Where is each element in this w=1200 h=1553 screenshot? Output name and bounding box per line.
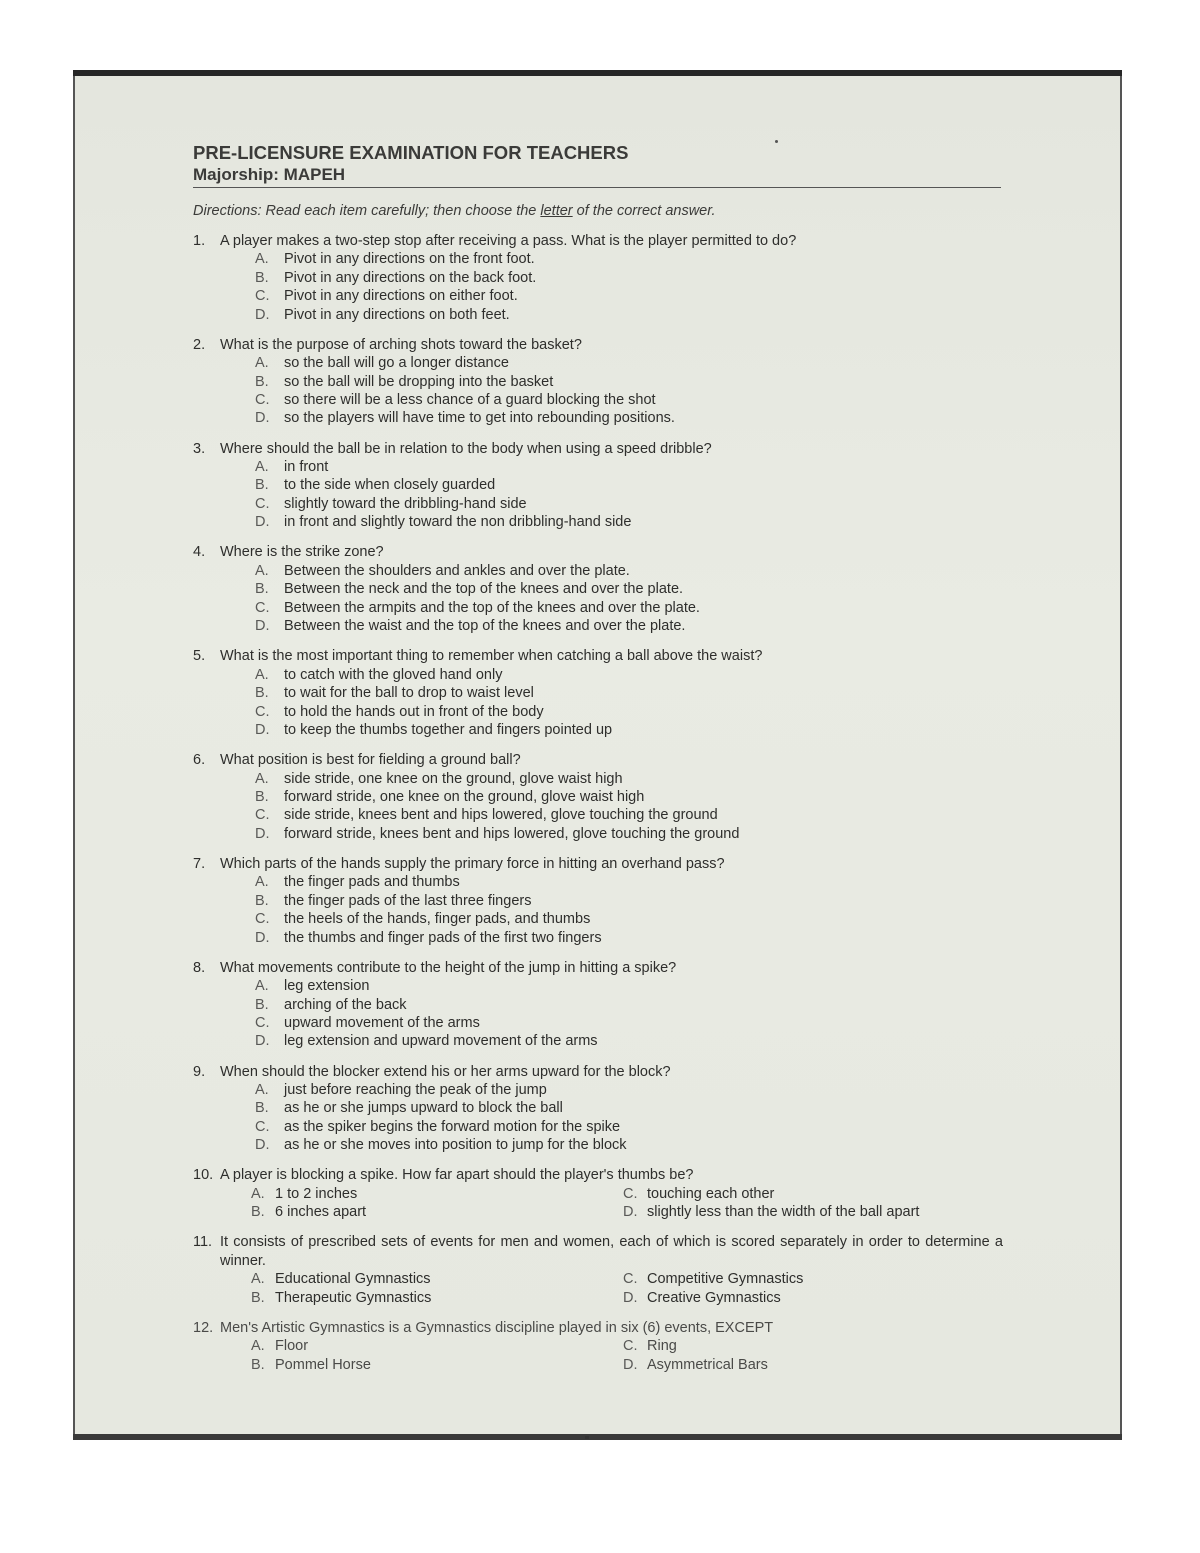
- choice-letter: B.: [255, 788, 269, 805]
- choice-d: [255, 1032, 1003, 1050]
- question-number: 1.: [193, 233, 206, 249]
- question-number: 4.: [193, 544, 206, 561]
- choice-b: [255, 476, 1003, 494]
- choice-letter: D.: [255, 618, 270, 635]
- choice-a: [255, 1081, 1003, 1099]
- scan-shadow-bottom: [73, 1434, 1122, 1440]
- choice-letter: B.: [251, 1204, 265, 1221]
- choice-letter: B.: [255, 269, 269, 286]
- choice-c: [255, 495, 1003, 513]
- choice-a: [255, 354, 1003, 372]
- choice-text: forward stride, one knee on the ground, glove waist high: [284, 788, 645, 805]
- choice-b: [255, 1099, 1003, 1117]
- question-11: [193, 1233, 1003, 1307]
- question-number: 12.: [193, 1319, 214, 1336]
- question-10: [193, 1166, 1003, 1221]
- choice-b: [251, 1289, 623, 1307]
- question-3: [193, 440, 1003, 532]
- choice-text: leg extension: [284, 978, 370, 995]
- choice-letter: C.: [623, 1185, 638, 1202]
- choice-c: [623, 1337, 995, 1355]
- choice-text: Between the waist and the top of the knees and over the plate.: [284, 618, 686, 635]
- question-number: 8.: [193, 959, 206, 976]
- choice-text: Asymmetrical Bars: [647, 1356, 768, 1373]
- choice-d: [623, 1203, 995, 1221]
- choice-letter: B.: [251, 1356, 265, 1373]
- choice-letter: B.: [255, 892, 269, 909]
- choice-text: Ring: [647, 1338, 677, 1355]
- choice-a: [255, 770, 1003, 788]
- question-number: 7.: [193, 855, 206, 872]
- choice-a: [255, 562, 1003, 580]
- question-text: What movements contribute to the height of the jump in hitting a spike?: [220, 959, 677, 976]
- choice-text: to the side when closely guarded: [284, 477, 496, 494]
- choice-text: to hold the hands out in front of the body: [284, 703, 544, 720]
- choice-letter: C.: [255, 911, 270, 928]
- choice-text: arching of the back: [284, 996, 407, 1013]
- choice-text: Between the armpits and the top of the knees and over the plate.: [284, 599, 700, 616]
- choice-letter: D.: [623, 1289, 638, 1306]
- choice-text: so the ball will go a longer distance: [284, 355, 509, 372]
- choice-d: [255, 409, 1003, 427]
- choice-text: just before reaching the peak of the jump: [284, 1082, 547, 1099]
- choice-letter: D.: [623, 1204, 638, 1221]
- choice-a: [255, 873, 1003, 891]
- choice-d: [255, 1136, 1003, 1154]
- choice-text: as the spiker begins the forward motion for the spike: [284, 1118, 621, 1135]
- choice-letter: C.: [255, 1118, 270, 1135]
- choice-grid: [251, 1185, 1003, 1222]
- choice-text: Therapeutic Gymnastics: [275, 1289, 432, 1306]
- question-number: 11.: [193, 1234, 213, 1251]
- choice-letter: C.: [255, 495, 270, 512]
- choice-text: Pivot in any directions on the back foot.: [284, 269, 537, 286]
- choice-letter: A.: [255, 251, 269, 268]
- choice-text: side stride, one knee on the ground, glove waist high: [284, 770, 623, 787]
- choice-text: Between the neck and the top of the knees and over the plate.: [284, 581, 684, 598]
- choice-d: [255, 306, 1003, 324]
- choice-text: so the players will have time to get into rebounding positions.: [284, 410, 675, 427]
- choice-letter: B.: [255, 685, 269, 702]
- question-4: [193, 543, 1003, 635]
- question-text: Men's Artistic Gymnastics is a Gymnastics discipline played in six (6) events, EXCEPT: [220, 1319, 774, 1336]
- choice-list: [255, 562, 1003, 636]
- question-number: 9.: [193, 1063, 206, 1080]
- choice-d: [255, 617, 1003, 635]
- choice-text: touching each other: [647, 1185, 775, 1202]
- choice-d: [255, 513, 1003, 531]
- choice-a: [251, 1270, 623, 1288]
- choice-letter: B.: [255, 996, 269, 1013]
- choice-letter: A.: [255, 1082, 269, 1099]
- choice-letter: A.: [251, 1185, 265, 1202]
- choice-letter: B.: [255, 581, 269, 598]
- choice-list: [255, 1081, 1003, 1155]
- choice-letter: A.: [251, 1271, 265, 1288]
- question-text: Which parts of the hands supply the primary force in hitting an overhand pass?: [220, 855, 725, 872]
- directions-suffix: of the correct answer.: [572, 203, 716, 219]
- exam-majorship: Majorship: MAPEH: [193, 165, 346, 184]
- choice-list: [255, 770, 1003, 844]
- choice-letter: B.: [255, 373, 269, 390]
- question-number: 6.: [193, 752, 206, 769]
- header-divider: [193, 187, 1001, 188]
- question-text: When should the blocker extend his or her arms upward for the block?: [220, 1063, 671, 1080]
- choice-letter: C.: [623, 1271, 638, 1288]
- question-2: [193, 336, 1003, 428]
- choice-text: so the ball will be dropping into the basket: [284, 373, 554, 390]
- question-text: A player is blocking a spike. How far apart should the player's thumbs be?: [220, 1167, 694, 1184]
- choice-text: as he or she moves into position to jump for the block: [284, 1137, 627, 1154]
- choice-text: Between the shoulders and ankles and over the plate.: [284, 562, 630, 579]
- choice-c: [255, 806, 1003, 824]
- choice-text: the heels of the hands, finger pads, and thumbs: [284, 911, 591, 928]
- choice-letter: C.: [255, 703, 270, 720]
- choice-letter: D.: [623, 1356, 638, 1373]
- choice-text: to catch with the gloved hand only: [284, 666, 503, 683]
- choice-letter: D.: [255, 410, 270, 427]
- choice-b: [255, 684, 1003, 702]
- question-text: A player makes a two-step stop after receiving a pass. What is the player permitted to do?: [220, 233, 797, 249]
- choice-grid: [251, 1337, 1003, 1374]
- choice-b: [251, 1203, 623, 1221]
- question-12: [193, 1319, 1003, 1374]
- choice-letter: A.: [251, 1338, 265, 1355]
- choice-text: forward stride, knees bent and hips lowered, glove touching the ground: [284, 825, 740, 842]
- choice-letter: D.: [255, 1137, 270, 1154]
- choice-letter: D.: [255, 1033, 270, 1050]
- choice-letter: C.: [255, 807, 270, 824]
- choice-letter: D.: [255, 306, 270, 323]
- choice-letter: A.: [255, 874, 269, 891]
- question-number: 3.: [193, 440, 206, 457]
- choice-list: [255, 458, 1003, 532]
- choice-text: the finger pads and thumbs: [284, 874, 460, 891]
- choice-text: side stride, knees bent and hips lowered, glove touching the ground: [284, 807, 718, 824]
- choice-b: [255, 269, 1003, 287]
- choice-c: [255, 910, 1003, 928]
- choice-b: [255, 892, 1003, 910]
- choice-d: [255, 825, 1003, 843]
- choice-letter: A.: [255, 562, 269, 579]
- choice-d: [255, 721, 1003, 739]
- choice-text: in front: [284, 459, 329, 476]
- choice-d: [623, 1289, 995, 1307]
- question-6: [193, 751, 1003, 843]
- choice-letter: C.: [623, 1338, 638, 1355]
- choice-a: [251, 1337, 623, 1355]
- choice-text: as he or she jumps upward to block the ball: [284, 1100, 563, 1117]
- choice-letter: D.: [255, 825, 270, 842]
- choice-text: Creative Gymnastics: [647, 1289, 781, 1306]
- choice-text: slightly toward the dribbling-hand side: [284, 495, 527, 512]
- choice-letter: D.: [255, 929, 270, 946]
- choice-text: the thumbs and finger pads of the first two fingers: [284, 929, 602, 946]
- choice-grid: [251, 1270, 1003, 1307]
- choice-text: leg extension and upward movement of the arms: [284, 1033, 598, 1050]
- choice-letter: B.: [255, 477, 269, 494]
- choice-letter: A.: [255, 459, 269, 476]
- choice-c: [255, 703, 1003, 721]
- choice-text: Competitive Gymnastics: [647, 1271, 804, 1288]
- choice-text: Educational Gymnastics: [275, 1271, 431, 1288]
- choice-c: [623, 1270, 995, 1288]
- question-number: 5.: [193, 648, 206, 665]
- choice-text: Floor: [275, 1338, 309, 1355]
- question-5: [193, 647, 1003, 739]
- choice-a: [255, 977, 1003, 995]
- scan-speck: [585, 1436, 589, 1439]
- choice-letter: A.: [255, 355, 269, 372]
- choice-text: the finger pads of the last three fingers: [284, 892, 532, 909]
- choice-c: [623, 1185, 995, 1203]
- choice-letter: A.: [255, 666, 269, 683]
- question-8: [193, 959, 1003, 1051]
- choice-list: [255, 977, 1003, 1051]
- question-text: What position is best for fielding a ground ball?: [220, 752, 521, 769]
- question-1: [193, 232, 1003, 324]
- exam-title: PRE-LICENSURE EXAMINATION FOR TEACHERS: [193, 142, 629, 163]
- choice-a: [251, 1185, 623, 1203]
- choice-letter: C.: [255, 599, 270, 616]
- choice-a: [255, 250, 1003, 268]
- choice-letter: D.: [255, 514, 270, 531]
- choice-text: Pivot in any directions on both feet.: [284, 306, 510, 323]
- question-text: Where should the ball be in relation to the body when using a speed dribble?: [220, 440, 712, 457]
- choice-b: [255, 996, 1003, 1014]
- choice-a: [255, 458, 1003, 476]
- choice-text: so there will be a less chance of a guard blocking the shot: [284, 392, 656, 409]
- exam-document: [193, 141, 1003, 1386]
- question-text: What is the purpose of arching shots toward the basket?: [220, 336, 582, 353]
- choice-letter: D.: [255, 721, 270, 738]
- directions: [193, 202, 1003, 220]
- choice-letter: B.: [255, 1100, 269, 1117]
- directions-prefix: Directions: Read each item carefully; then choose the: [193, 203, 541, 219]
- choice-list: [255, 873, 1003, 947]
- choice-letter: A.: [255, 770, 269, 787]
- choice-b: [255, 580, 1003, 598]
- question-text: Where is the strike zone?: [220, 544, 384, 561]
- choice-text: Pommel Horse: [275, 1356, 371, 1373]
- choice-letter: C.: [255, 392, 270, 409]
- choice-a: [255, 666, 1003, 684]
- choice-letter: B.: [251, 1289, 265, 1306]
- question-number: 10.: [193, 1167, 214, 1184]
- choice-text: slightly less than the width of the ball apart: [647, 1204, 920, 1221]
- choice-d: [623, 1356, 995, 1374]
- choice-text: 6 inches apart: [275, 1204, 367, 1221]
- choice-b: [251, 1356, 623, 1374]
- question-number: 2.: [193, 336, 206, 353]
- choice-c: [255, 1118, 1003, 1136]
- choice-letter: C.: [255, 288, 270, 305]
- directions-underlined-word: letter: [540, 203, 573, 219]
- choice-letter: C.: [255, 1015, 270, 1032]
- choice-text: 1 to 2 inches: [275, 1185, 358, 1202]
- choice-list: [255, 354, 1003, 428]
- choice-d: [255, 929, 1003, 947]
- choice-text: to keep the thumbs together and fingers pointed up: [284, 721, 613, 738]
- question-text: What is the most important thing to remember when catching a ball above the waist?: [220, 648, 763, 665]
- question-text: It consists of prescribed sets of events for men and women, each of which is scored separately in order to determine a winner.: [220, 1234, 1003, 1269]
- choice-text: in front and slightly toward the non dribbling-hand side: [284, 514, 632, 531]
- question-list: [193, 232, 1003, 1374]
- choice-letter: A.: [255, 978, 269, 995]
- choice-c: [255, 287, 1003, 305]
- choice-list: [255, 666, 1003, 740]
- choice-text: Pivot in any directions on the front foot.: [284, 251, 535, 268]
- choice-b: [255, 788, 1003, 806]
- scan-shadow-top: [73, 70, 1122, 76]
- choice-b: [255, 373, 1003, 391]
- choice-text: upward movement of the arms: [284, 1015, 480, 1032]
- choice-c: [255, 391, 1003, 409]
- choice-text: Pivot in any directions on either foot.: [284, 288, 518, 305]
- question-7: [193, 855, 1003, 947]
- choice-text: to wait for the ball to drop to waist level: [284, 685, 534, 702]
- choice-list: [255, 250, 1003, 324]
- choice-c: [255, 1014, 1003, 1032]
- question-9: [193, 1063, 1003, 1155]
- choice-c: [255, 599, 1003, 617]
